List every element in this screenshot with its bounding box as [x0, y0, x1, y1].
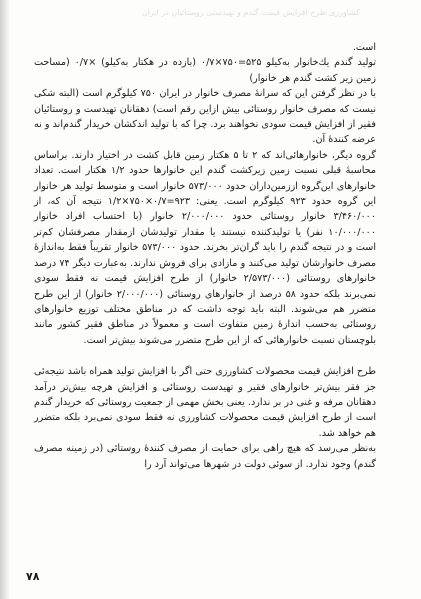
- paragraph-5: طرح افزایش قیمت محصولات کشاورزی حتی اگر با افزایش تولید همراه باشد نتیجه‌ئی جز فقر بیش‌تر خانوارهای فقیر و تهیدست روستائی و افزایش هرچه بیش‌تر درآمد دهقانان مرفه و غنی در بر ندارد. یعنی بخش مهمی از جمعیت روستائی که خریدار گندم است از طرح افزایش قیمت محصولات کشاورزی نه فقط سودی نمی‌برد بلکه متضرر هم خواهد شد.: [34, 366, 376, 439]
- paragraph-6: به‌نظر می‌رسد که هیچ راهی برای حمایت از مصرف کنندهٔ روستائی (در زمینه مصرف گندم) وجود ندارد. از سوئی دولت در شهرها می‌تواند آرد را: [34, 443, 376, 470]
- page-number: ۷۸: [26, 570, 40, 583]
- paragraph-3: با در نظر گرفتن این که سرانهٔ مصرف خانوار در ایران ۷۵۰ کیلوگرم است (البته شکی نیست که مصرف خانوار روستائی بیش ازاین رقم است) دهقانان تهیدست و روستائیان فقیر از افزایش قیمت سودی نخواهند برد. چرا که با تولید اندکشان خریدار گندم‌اند و نه عرضه کنندهٔ آن.: [34, 88, 376, 146]
- bleed-through-text: کشاورزی طرح افزایش قیمت گندم و تهیدستی روستائیان در ایران: [141, 8, 360, 17]
- paragraph-2: تولید گندم یك‌خانوار به‌کیلو ۵۲۵=۷۵۰×۰/۷ (بازده در هکتار به‌کیلو) ×۰/۷ (مساحت زمین زیر کشت گندم هر خانوار): [34, 57, 377, 84]
- paragraph-1: است.: [352, 42, 376, 53]
- paragraph-4: گروه دیگر، خانوارهائی‌اند که ۲ تا ۵ هکتار زمین قابل کشت در اختیار دارند. براساس محاسبهٔ قبلی نسبت زمین زیرکشت گندم این خانوارها حدود ۱/۲ هکتار است. تعداد خانوارهای این‌گروه اززمین‌داران حدود ۵۷۳/۰۰۰ خانوار است و متوسط تولید هر خانوار این گروه حدود ۹۲۳ کیلوگرم است. یعنی: ۹۲۳=۰/۷×۷۵۰×۱/۲ نتیجه آن که، از ۳/۴۶۰/۰۰۰ خانوار روستائی حدود ۲/۰۰۰/۰۰۰ خانوار (با احتساب افراد خانوار ۱۰/۰۰۰/۰۰۰ نفر) یا تولیدکننده نیستند یا مقدار تولیدشان ازمقدار مصرفشان کم‌تر است و در نتیجه گندم را باید گران‌تر بخرند. حدود ۵۷۳/۰۰۰ خانوار تقریباً فقط به‌اندازهٔ مصرف خانوارشان تولید می‌کنند و مازادی برای فروش ندارند. به‌عبارت دیگر ۷۴ درصد خانوارهای روستائی (۲/۵۷۳/۰۰۰ خانوار) از طرح افزایش قیمت نه فقط سودی نمی‌برند بلکه حدود ۵۸ درصد از خانوارهای روستائی (۲/۰۰۰/۰۰۰ خانوار) از این طرح متضرر هم می‌شوند. البته باید توجه داشت که در مناطق مختلف توزیع خانوارهای روستائی به‌حسب اندازهٔ زمین متفاوت است و معمولاً در مناطق فقیر کشور مانند بلوچستان نسبت خانوارهائی که از این طرح متضرر می‌شوند بیش‌تر است.: [34, 149, 376, 346]
- binding-shadow: [0, 0, 10, 599]
- body-text: [34, 40, 376, 472]
